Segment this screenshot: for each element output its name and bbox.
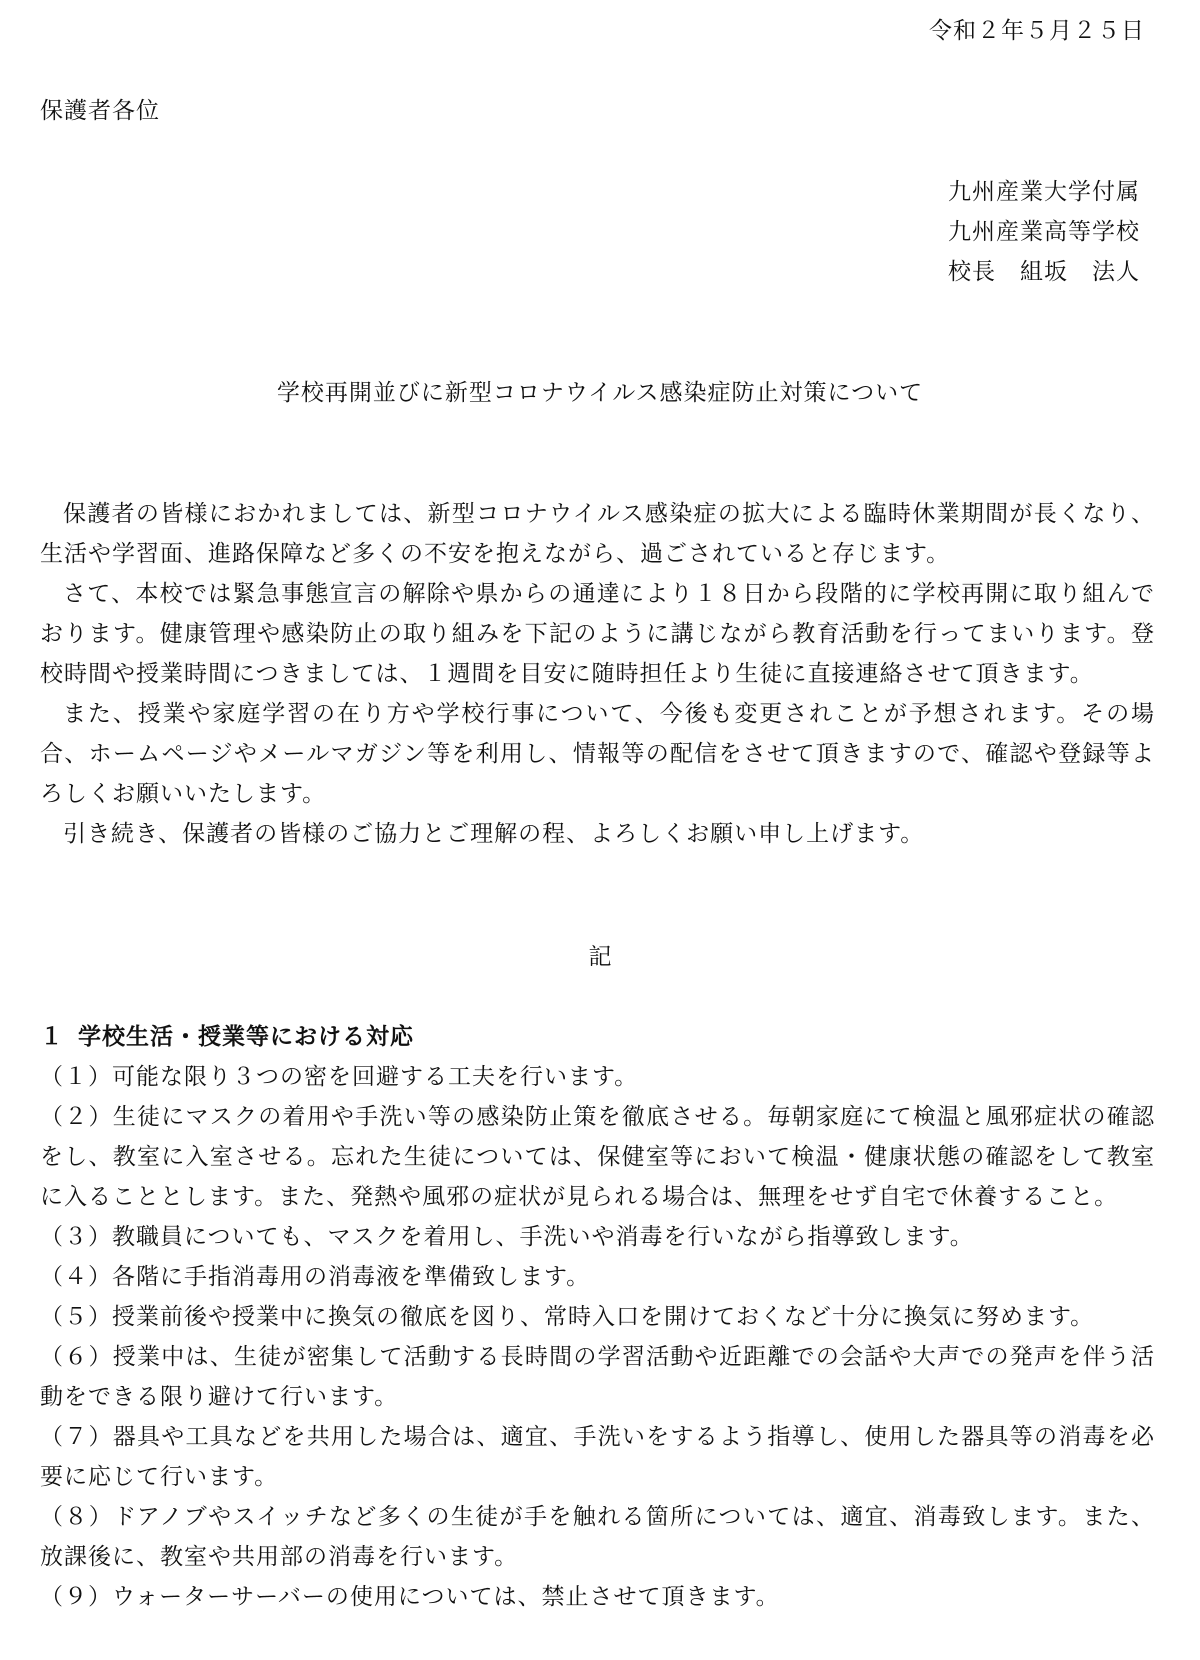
list-item: （２）生徒にマスクの着用や手洗い等の感染防止策を徹底させる。毎朝家庭にて検温と風邪症状の確認をし、教室に入室させる。忘れた生徒については、保健室等において検温・健康状態の確認をして教室に入ることとします。また、発熱や風邪の症状が見られる場合は、無理をせず自宅で休養すること。 (40, 1104, 1155, 1210)
paragraph: 保護者の皆様におかれましては、新型コロナウイルス感染症の拡大による臨時休業期間が長くなり、生活や学習面、進路保障など多くの不安を抱えながら、過ごされていると存じます。 (40, 501, 1155, 567)
paragraph: 引き続き、保護者の皆様のご協力とご理解の程、よろしくお願い申し上げます。 (63, 821, 925, 847)
section-number: １ (40, 1024, 64, 1050)
measure-list (40, 1057, 1155, 1617)
body-text (40, 494, 1155, 854)
list-item: （１）可能な限り３つの密を回避する工夫を行います。 (40, 1064, 639, 1090)
sender-line-1: 九州産業大学付属 (948, 179, 1140, 205)
list-item: （９）ウォーターサーバーの使用については、禁止させて頂きます。 (40, 1584, 780, 1610)
sender-block (948, 172, 1140, 292)
list-item: （６）授業中は、生徒が密集して活動する長時間の学習活動や近距離での会話や大声での発声を伴う活動をできる限り避けて行います。 (40, 1344, 1155, 1410)
section-heading (40, 1017, 1155, 1057)
sender-line-2: 九州産業高等学校 (948, 219, 1140, 245)
list-item: （５）授業前後や授業中に換気の徹底を図り、常時入口を開けておくなど十分に換気に努めます。 (40, 1304, 1095, 1330)
paragraph: また、授業や家庭学習の在り方や学校行事について、今後も変更されことが予想されます。その場合、ホームページやメールマガジン等を利用し、情報等の配信をさせて頂きますので、確認や登録等よろしくお願いいたします。 (40, 701, 1155, 807)
list-item: （３）教職員についても、マスクを着用し、手洗いや消毒を行いながら指導致します。 (40, 1224, 974, 1250)
list-item: （４）各階に手指消毒用の消毒液を準備致します。 (40, 1264, 591, 1290)
list-item: （７）器具や工具などを共用した場合は、適宜、手洗いをするよう指導し、使用した器具等の消毒を必要に応じて行います。 (40, 1424, 1155, 1490)
sender-line-3: 校長 組坂 法人 (948, 259, 1140, 285)
addressee: 保護者各位 (40, 98, 160, 124)
document-title: 学校再開並びに新型コロナウイルス感染症防止対策について (276, 380, 924, 406)
document-date: 令和２年５月２５日 (929, 18, 1145, 44)
list-item: （８）ドアノブやスイッチなど多くの生徒が手を触れる箇所については、適宜、消毒致します。また、放課後に、教室や共用部の消毒を行います。 (40, 1504, 1155, 1570)
section-heading-text: 学校生活・授業等における対応 (78, 1024, 414, 1050)
section-1 (40, 1017, 1155, 1617)
paragraph: さて、本校では緊急事態宣言の解除や県からの通達により１８日から段階的に学校再開に取り組んでおります。健康管理や感染防止の取り組みを下記のように講じながら教育活動を行ってまいります。登校時間や授業時間につきましては、１週間を目安に随時担任より生徒に直接連絡させて頂きます。 (40, 581, 1155, 687)
ki-marker: 記 (588, 944, 612, 970)
